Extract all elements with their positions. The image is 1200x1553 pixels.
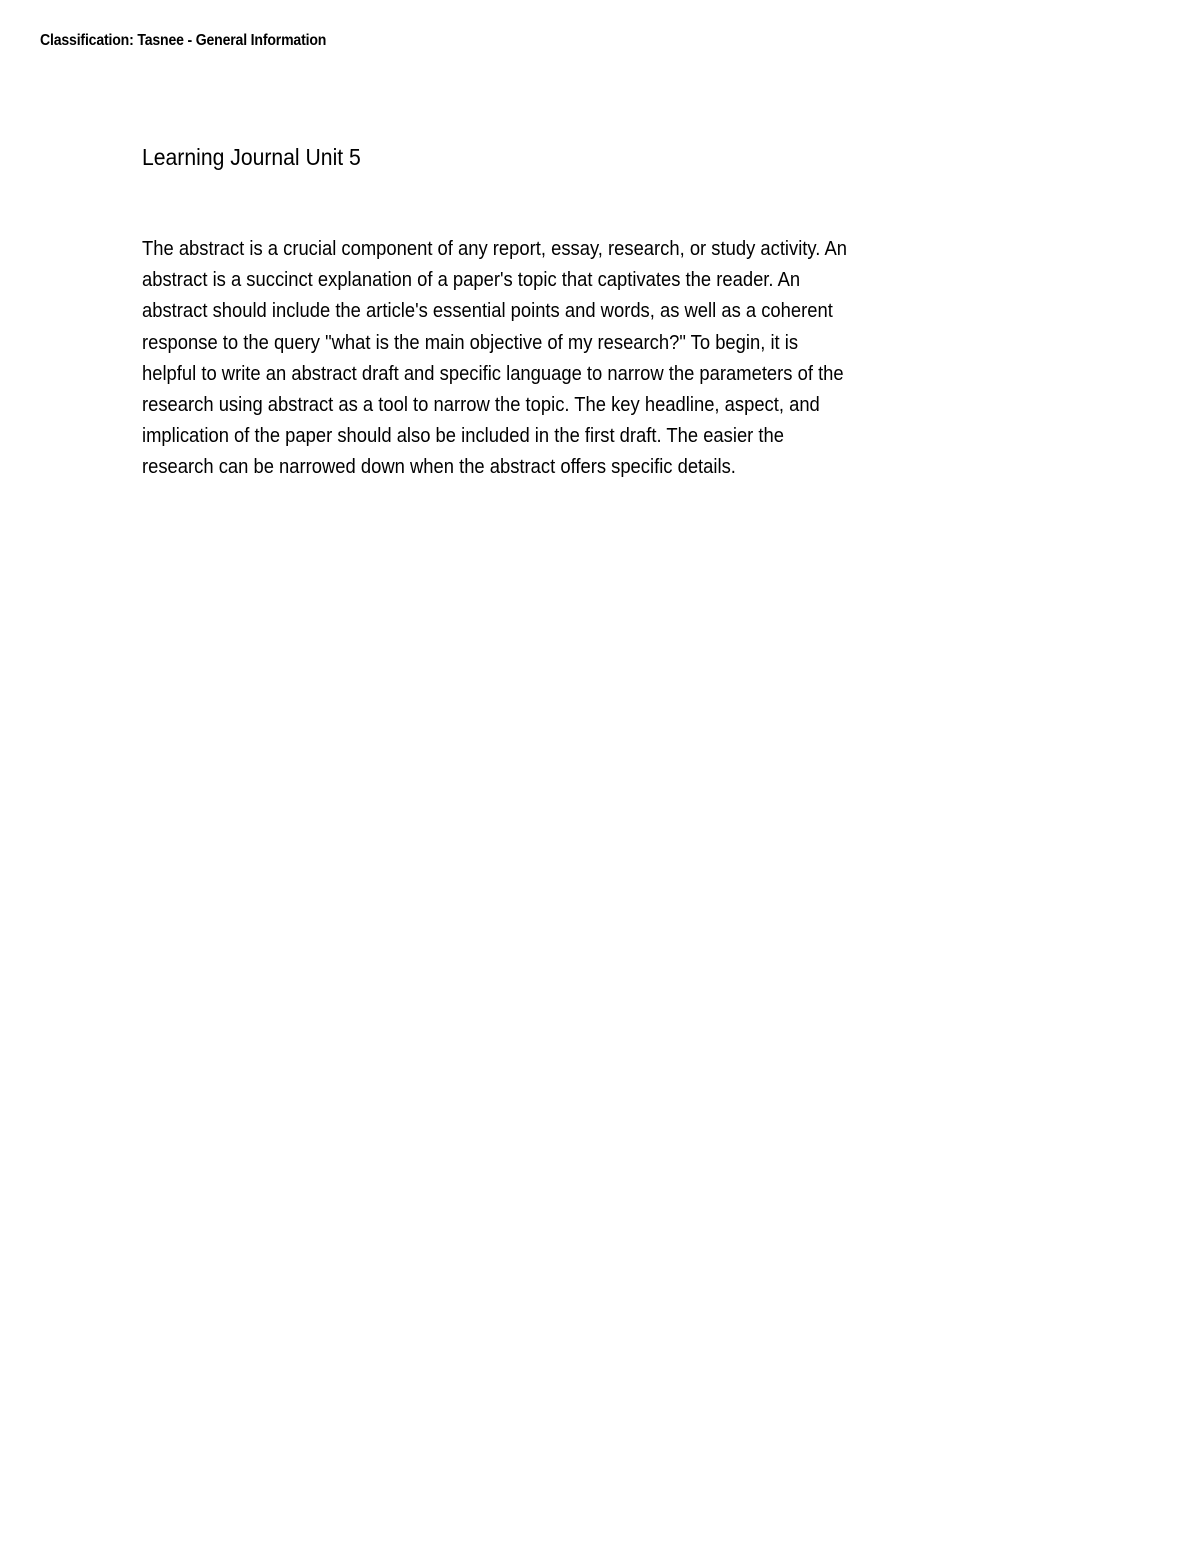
classification-label: Classification: Tasnee - General Information <box>40 32 327 49</box>
paragraph-line: research can be narrowed down when the abstract offers specific details. <box>142 456 736 479</box>
paragraph-line: abstract is a succinct explanation of a paper's topic that captivates the reader. An <box>142 269 801 292</box>
abstract-paragraph <box>142 234 1142 484</box>
paragraph-line: response to the query "what is the main objective of my research?" To begin, it is <box>142 331 799 354</box>
paragraph-line: helpful to write an abstract draft and specific language to narrow the parameters of the <box>142 362 844 385</box>
paragraph-line: The abstract is a crucial component of any report, essay, research, or study activity. An <box>142 238 847 260</box>
paragraph-line: implication of the paper should also be included in the first draft. The easier the <box>142 425 785 448</box>
paragraph-line: research using abstract as a tool to narrow the topic. The key headline, aspect, and <box>142 394 820 417</box>
page-title: Learning Journal Unit 5 <box>142 144 361 170</box>
paragraph-line: abstract should include the article's essential points and words, as well as a coherent <box>142 300 833 323</box>
